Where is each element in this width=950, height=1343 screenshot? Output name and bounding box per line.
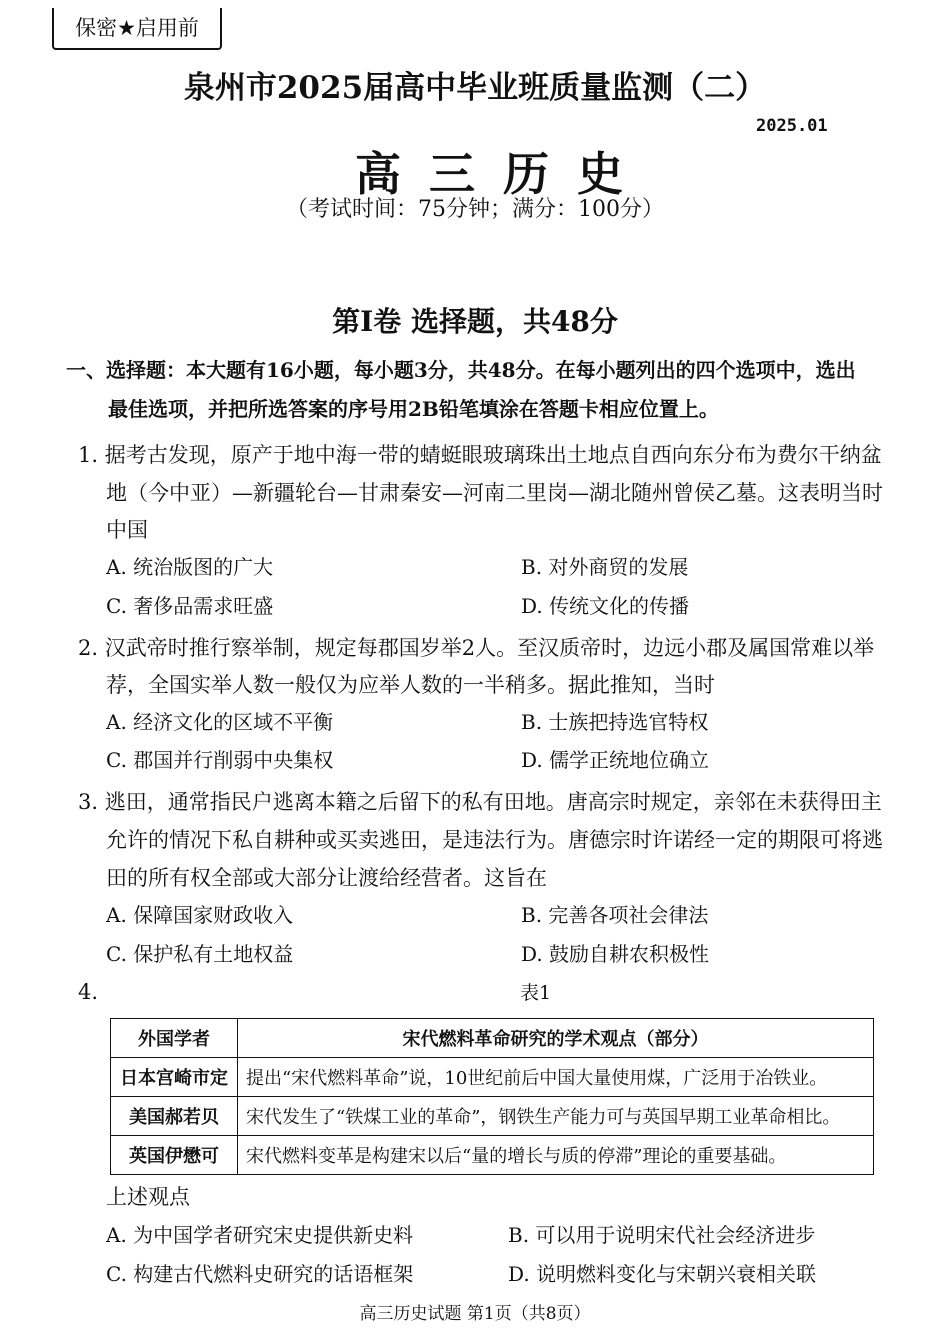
exam-date: 2025.01 [756,116,828,136]
table-row [111,1097,874,1136]
question-3-line-1: 3. 逃田，通常指民户逃离本籍之后留下的私有田地。唐高宗时规定，亲邻在未获得田主 [78,790,882,814]
question-3-option-b[interactable]: B. 完善各项社会律法 [521,903,709,927]
subject-title: 高三历史 [355,147,651,201]
table-cell-view: 提出“宋代燃料革命”说，10世纪前后中国大量使用煤，广泛用于冶铁业。 [238,1058,874,1097]
page-footer: 高三历史试题 第1页（共8页） [359,1304,591,1324]
question-2-option-c[interactable]: C. 郡国并行削弱中央集权 [106,748,334,772]
table-header-cell: 宋代燃料革命研究的学术观点（部分） [238,1019,874,1058]
section-instructions: 一、选择题：本大题有16小题，每小题3分，共48分。在每小题列出的四个选项中，选出 [66,358,856,382]
question-4-option-a[interactable]: A. 为中国学者研究宋史提供新史料 [106,1223,414,1247]
table-cell-scholar: 日本宫崎市定 [111,1058,238,1097]
scholars-table [110,1018,874,1175]
question-2-option-b[interactable]: B. 士族把持选官特权 [521,710,709,734]
question-3-option-c[interactable]: C. 保护私有土地权益 [106,942,294,966]
confidential-label: 保密★启用前 [52,8,222,50]
table-row [111,1058,874,1097]
question-3-line-2: 允许的情况下私自耕种或买卖逃田，是违法行为。唐德宗时许诺经一定的期限可将逃 [106,828,883,852]
table-cell-view: 宋代发生了“铁煤工业的革命”，钢铁生产能力可与英国早期工业革命相比。 [238,1097,874,1136]
question-3-line-3: 田的所有权全部或大部分让渡给经营者。这旨在 [106,866,547,890]
question-2-option-a[interactable]: A. 经济文化的区域不平衡 [106,710,334,734]
table-cell-view: 宋代燃料变革是构建宋以后“量的增长与质的停滞”理论的重要基础。 [238,1136,874,1175]
section-instructions-cont: 最佳选项，并把所选答案的序号用2B铅笔填涂在答题卡相应位置上。 [108,397,719,421]
table-cell-scholar: 美国郝若贝 [111,1097,238,1136]
question-4-option-b[interactable]: B. 可以用于说明宋代社会经济进步 [508,1223,816,1247]
question-4-number: 4. [78,980,99,1004]
question-1-line-2: 地（今中亚）—新疆轮台—甘肃秦安—河南二里岗—湖北随州曾侯乙墓。这表明当时 [106,481,883,505]
table-cell-scholar: 英国伊懋可 [111,1136,238,1175]
question-4-stem: 上述观点 [106,1185,190,1209]
part-title: 第Ⅰ卷 选择题，共48分 [332,305,618,338]
question-1-line-1: 1. 据考古发现，原产于地中海一带的蜻蜓眼玻璃珠出土地点自西向东分布为费尔干纳盆 [78,443,882,467]
question-3-option-a[interactable]: A. 保障国家财政收入 [106,903,294,927]
exam-info: （考试时间：75分钟；满分：100分） [286,197,664,222]
exam-title: 泉州市2025届高中毕业班质量监测（二） [183,70,767,106]
question-4-option-d[interactable]: D. 说明燃料变化与宋朝兴衰相关联 [508,1262,817,1286]
question-1-line-3: 中国 [106,518,148,542]
question-1-option-a[interactable]: A. 统治版图的广大 [106,555,274,579]
table-header-cell: 外国学者 [111,1019,238,1058]
question-3-option-d[interactable]: D. 鼓励自耕农积极性 [521,942,710,966]
table-header-row [111,1019,874,1058]
question-4-option-c[interactable]: C. 构建古代燃料史研究的话语框架 [106,1262,414,1286]
table-caption: 表1 [520,982,552,1004]
question-1-option-d[interactable]: D. 传统文化的传播 [521,594,690,618]
table-row [111,1136,874,1175]
question-2-option-d[interactable]: D. 儒学正统地位确立 [521,748,710,772]
question-1-option-b[interactable]: B. 对外商贸的发展 [521,555,689,579]
question-2-line-1: 2. 汉武帝时推行察举制，规定每郡国岁举2人。至汉质帝时，边远小郡及属国常难以举 [78,636,875,660]
question-1-option-c[interactable]: C. 奢侈品需求旺盛 [106,594,274,618]
question-2-line-2: 荐，全国实举人数一般仅为应举人数的一半稍多。据此推知，当时 [106,673,715,697]
